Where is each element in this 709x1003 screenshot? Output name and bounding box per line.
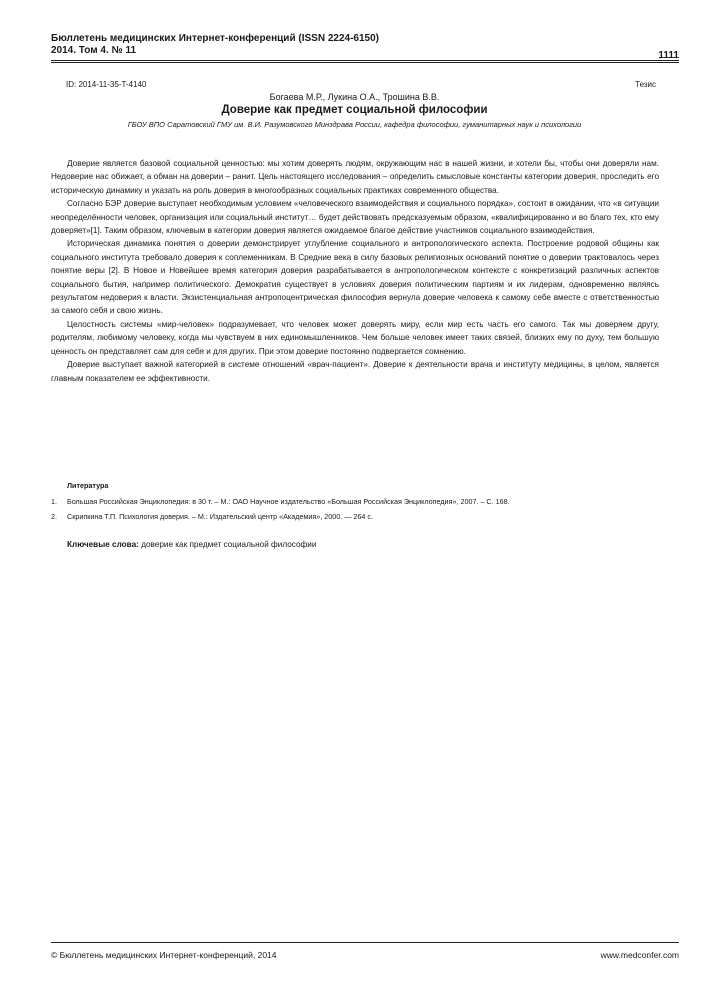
keywords-value: доверие как предмет социальной философии bbox=[141, 540, 317, 549]
page-number: 1111 bbox=[658, 50, 679, 61]
keywords-label: Ключевые слова: bbox=[67, 540, 139, 549]
keywords bbox=[67, 540, 316, 549]
journal-header bbox=[51, 33, 679, 61]
footer-copyright: © Бюллетень медицинских Интернет-конференций, 2014 bbox=[51, 950, 277, 960]
paragraph: Историческая динамика понятия о доверии демонстрирует углубление социального и антропологического аспекта. Построение родовой общины как социального института требовало доверия к соплеменникам. В Средние века в силу базовых религиозных оснований понятие о доверии трактовалось через понятие веры [2]. В Новое и Новейшее время категория доверия разрабатывается в антропологическом контексте с конкретизаций различных аспектов социального бытия, например политического. Демократия существует в условиях доверия политическим партиям и их лидерам, одновременно являясь результатом недоверия к власти. Экзистенциальная антропоцентрическая философия вернула доверие человека к самому себе вместе с ответственностью за самого себя и свою жизнь. bbox=[51, 239, 659, 316]
article-type: Тезис bbox=[635, 80, 656, 89]
paragraph: Целостность системы «мир-человек» подразумевает, что человек может доверять миру, если мир есть часть его самого. Так мы доверяем другу, родителям, любимому человеку, когда мы чувствуем в них единомышленников. Чем больше человек имеет таких связей, близких ему по духу, тем большую ценность он представляет сам для себя и для других. При этом доверие постоянно подвергается сомнению. bbox=[51, 319, 659, 356]
journal-title: Бюллетень медицинских Интернет-конференций (ISSN 2224-6150) bbox=[51, 33, 379, 44]
article-body bbox=[51, 157, 659, 385]
article-affiliation: ГБОУ ВПО Саратовский ГМУ им. В.И. Разумовского Минздрава России, кафедра философии, гуманитарных наук и психологии bbox=[127, 120, 582, 129]
reference-text: Скрипкина Т.П. Психология доверия. – М.: Издательский центр «Академия», 2000. — 264 с. bbox=[67, 512, 373, 521]
references-title: Литература bbox=[67, 481, 109, 490]
paragraph: Доверие выступает важной категорией в системе отношений «врач-пациент». Доверие к деятельности врача и институту медицины, в целом, является главным показателем ее эффективности. bbox=[51, 360, 659, 383]
journal-issue: 2014. Том 4. № 11 bbox=[51, 45, 137, 56]
article-title: Доверие как предмет социальной философии bbox=[221, 104, 488, 116]
paragraph: Доверие является базовой социальной ценностью: мы хотим доверять людям, окружающим нас в нашей жизни, и хотели бы, чтобы они доверяли нам. Недоверие нас обижает, а обман на доверии – ранит. Цель настоящего исследования – определить смысловые константы категории доверия, проследить его историческую динамику и указать на роль доверия в многообразных социальных практиках современного общества. bbox=[51, 159, 659, 195]
header-divider-secondary bbox=[51, 62, 679, 63]
footer-website: www.medconfer.com bbox=[600, 950, 679, 960]
article-authors: Богаева М.Р., Лукина О.А., Трошина В.В. bbox=[269, 92, 440, 102]
reference-number: 2. bbox=[51, 512, 57, 521]
reference-item bbox=[51, 496, 659, 507]
header-divider bbox=[51, 60, 679, 61]
article-id: ID: 2014-11-35-T-4140 bbox=[66, 80, 147, 89]
reference-number: 1. bbox=[51, 497, 57, 506]
reference-item bbox=[51, 511, 659, 522]
footer-divider bbox=[51, 942, 679, 943]
references-section bbox=[51, 480, 659, 522]
reference-text: Большая Российская Энциклопедия: в 30 т. – М.: ОАО Научное издательство «Большая Российская Энциклопедия», 2007. – С. 168. bbox=[67, 497, 510, 506]
paragraph: Согласно БЭР доверие выступает необходимым условием «человеческого взаимодействия и социального порядка», состоит в ожидании, что «в ситуации неопределённости человек, организация или социальный институт… будет действовать предсказуемым образом, «квалифицированно и во благо тех, кто ему доверяет»[1]. Таким образом, ключевым в категории доверия является ожидаемое благое действие участников социального взаимодействия. bbox=[51, 199, 659, 236]
